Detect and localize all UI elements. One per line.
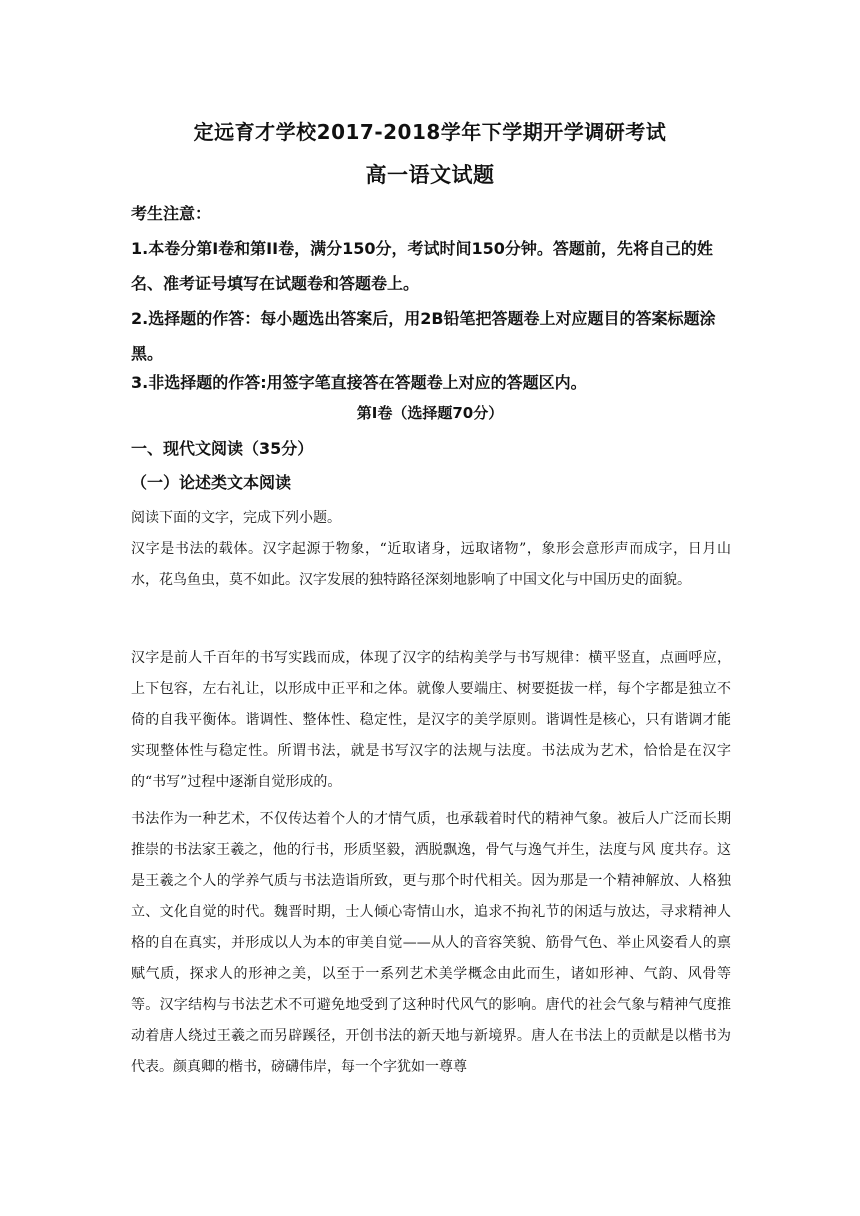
notice-item: 2.选择题的作答：每小题选出答案后，用2B铅笔把答题卷上对应题目的答案标题涂黑。 <box>131 309 716 363</box>
notice-item: 1.本卷分第Ⅰ卷和第II卷，满分150分，考试时间150分钟。答题前，先将自己的姓名、准考证号填写在试题卷和答题卷上。 <box>131 239 713 293</box>
passage-paragraph: 书法作为一种艺术，不仅传达着个人的才情气质，也承载着时代的精神气象。被后人广泛而长期推崇的书法家王羲之，他的行书，形质坚毅，洒脱飘逸，骨气与逸气并生，法度与风 度共存。这是王羲之个人的学养气质与书法造诣所致，更与那个时代相关。因为那是一个精神解放、人格独立、文化自觉的时代。魏晋时期，士人倾心寄情山水，追求不拘礼节的闲适与放达，寻求精神人格的自在真实，并形成以人为本的审美自觉——从人的音容笑貌、筋骨气色、举止风姿看人的禀赋气质，探求人的形神之美，以至于一系列艺术美学概念由此而生，诸如形神、气韵、风骨等等。汉字结构与书法艺术不可避免地受到了这种时代风气的影响。唐代的社会气象与精神气度推动着唐人绕过王羲之而另辟蹊径，开创书法的新天地与新境界。唐人在书法上的贡献是以楷书为代表。颜真卿的楷书，磅礴伟岸，每一个字犹如一尊尊 <box>131 811 731 1075</box>
passage-paragraph: 汉字是前人千百年的书写实践而成，体现了汉字的结构美学与书写规律：横平竖直，点画呼应，上下包容，左右礼让，以形成中正平和之体。就像人要端庄、树要挺拔一样，每个字都是独立不倚的自我平衡体。谐调性、整体性、稳定性，是汉字的美学原则。谐调性是核心，只有谐调才能实现整体性与稳定性。所谓书法，就是书写汉字的法规与法度。书法成为艺术，恰恰是在汉字的“书写”过程中逐渐自觉形成的。 <box>131 650 731 790</box>
exam-title: 定远育才学校2017-2018学年下学期开学调研考试 <box>193 120 667 144</box>
sub-heading: （一）论述类文本阅读 <box>131 473 292 492</box>
notice-item: 3.非选择题的作答:用签字笔直接答在答题卷上对应的答题区内。 <box>131 373 587 392</box>
exam-subtitle: 高一语文试题 <box>365 163 495 187</box>
section-title: 第Ⅰ卷（选择题70分） <box>356 404 504 422</box>
reading-instruction: 阅读下面的文字，完成下列小题。 <box>131 510 341 526</box>
passage-paragraph: 汉字是书法的载体。汉字起源于物象，“近取诸身，远取诸物”，象形会意形声而成字，日月山水，花鸟鱼虫，莫不如此。汉字发展的独特路径深刻地影响了中国文化与中国历史的面貌。 <box>131 541 731 588</box>
notice-label: 考生注意： <box>131 204 212 223</box>
part-heading: 一、现代文阅读（35分） <box>131 439 314 458</box>
